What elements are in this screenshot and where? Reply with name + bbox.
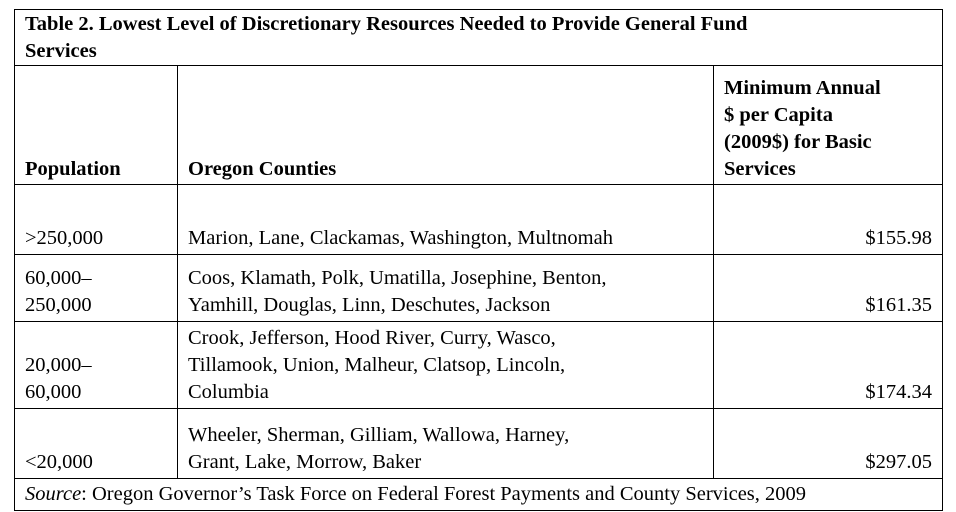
population-line-2: 250,000: [25, 294, 92, 316]
table-caption-line-2: Services: [25, 40, 97, 62]
counties-line-1: Crook, Jefferson, Hood River, Curry, Wasco,: [188, 327, 556, 349]
amount-cell: $155.98: [714, 185, 943, 255]
discretionary-resources-table: [14, 9, 943, 511]
counties-cell: [178, 409, 714, 479]
header-minimum-line-2: $ per Capita: [724, 104, 833, 126]
table-row: [15, 185, 943, 255]
source-text: : Oregon Governor’s Task Force on Federal Forest Payments and County Services, 2009: [81, 483, 807, 505]
counties-line-2: Yamhill, Douglas, Linn, Deschutes, Jackson: [188, 294, 551, 316]
amount-cell: $161.35: [714, 255, 943, 322]
population-line-2: 60,000: [25, 381, 82, 403]
table-row: [15, 322, 943, 409]
header-minimum-line-1: Minimum Annual: [724, 77, 881, 99]
counties-cell: [178, 322, 714, 409]
population-line-1: 20,000–: [25, 354, 92, 376]
table-caption: [15, 10, 943, 66]
counties-cell: [178, 185, 714, 255]
table-container: [14, 9, 942, 511]
counties-line-2: Tillamook, Union, Malheur, Clatsop, Lincoln,: [188, 354, 566, 376]
header-population: Population: [15, 66, 178, 185]
population-line-1: >250,000: [25, 227, 104, 249]
population-cell: [15, 255, 178, 322]
header-minimum-per-capita: [714, 66, 943, 185]
population-cell: [15, 409, 178, 479]
source-label: Source: [25, 483, 82, 505]
table-row: [15, 255, 943, 322]
header-counties: Oregon Counties: [178, 66, 714, 185]
population-line-1: <20,000: [25, 451, 93, 473]
table-source-row: [15, 479, 943, 511]
counties-line-1: Coos, Klamath, Polk, Umatilla, Josephine, Benton,: [188, 267, 607, 289]
header-minimum-line-4: Services: [724, 158, 796, 180]
population-line-1: 60,000–: [25, 267, 92, 289]
table-header-row: [15, 66, 943, 185]
counties-line-1: Marion, Lane, Clackamas, Washington, Multnomah: [188, 227, 613, 249]
population-cell: [15, 322, 178, 409]
amount-cell: $174.34: [714, 322, 943, 409]
counties-line-1: Wheeler, Sherman, Gilliam, Wallowa, Harney,: [188, 424, 570, 446]
counties-line-2: Grant, Lake, Morrow, Baker: [188, 451, 422, 473]
amount-cell: $297.05: [714, 409, 943, 479]
header-minimum-line-3: (2009$) for Basic: [724, 131, 872, 153]
counties-line-3: Columbia: [188, 381, 269, 403]
table-source: [15, 479, 943, 511]
table-row: [15, 409, 943, 479]
population-cell: [15, 185, 178, 255]
counties-cell: [178, 255, 714, 322]
table-caption-row: [15, 10, 943, 66]
table-caption-line-1: Table 2. Lowest Level of Discretionary Resources Needed to Provide General Fund: [25, 13, 748, 35]
